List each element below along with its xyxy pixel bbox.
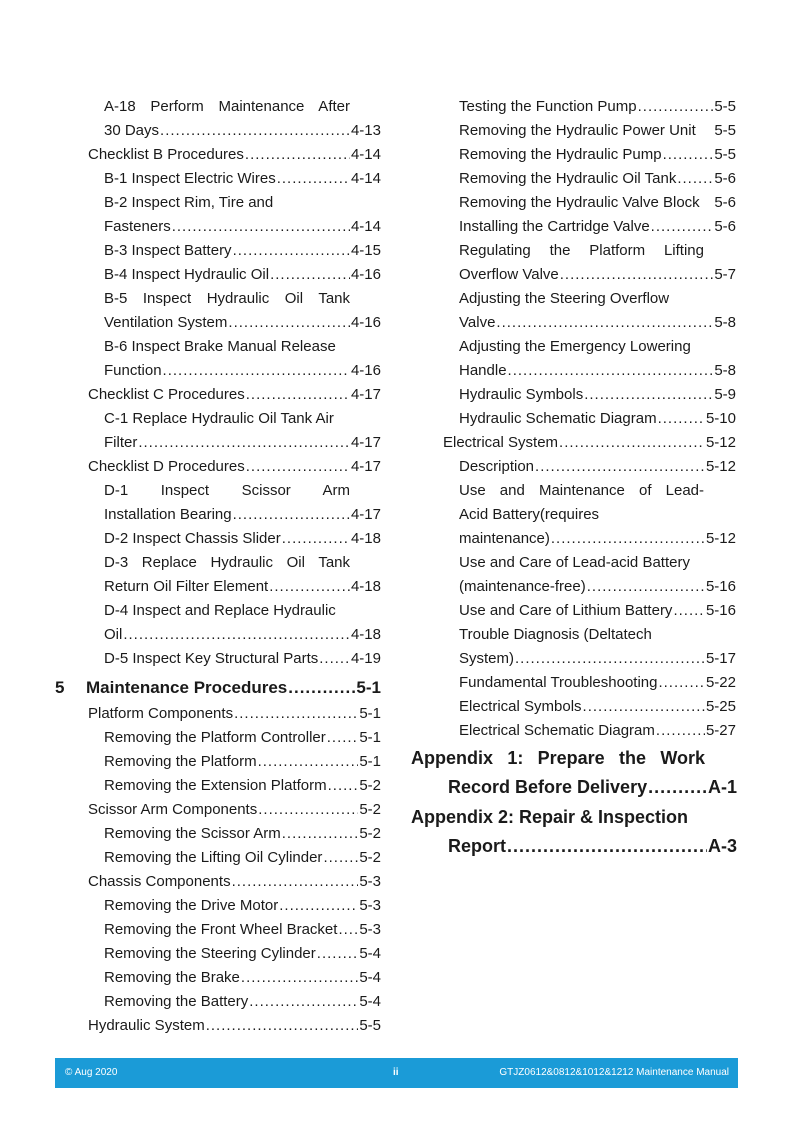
toc-entry[interactable]	[459, 695, 736, 719]
toc-entry-page: 4-14	[350, 170, 381, 187]
toc-entry-title: Removing the Platform Controller	[104, 729, 326, 746]
toc-leader-dots	[123, 623, 350, 647]
toc-entry-page: 5-5	[714, 98, 736, 115]
toc-entry[interactable]	[459, 143, 736, 167]
toc-entry-page: 5-12	[705, 458, 736, 475]
toc-entry-page: 5-16	[705, 602, 736, 619]
appendix-title: Appendix 1: Prepare the Work	[411, 748, 705, 768]
toc-entry-page: 5-7	[714, 266, 736, 283]
appendix-heading[interactable]	[411, 803, 705, 831]
toc-entry-title: Checklist C Procedures	[88, 386, 245, 403]
toc-entry-title: D-2 Inspect Chassis Slider	[104, 530, 281, 547]
toc-entry-page: 5-4	[359, 993, 381, 1010]
toc-entry-page: 4-17	[350, 458, 381, 475]
toc-entry-title: Testing the Function Pump	[459, 98, 637, 115]
toc-entry[interactable]	[459, 119, 736, 143]
toc-entry-page: 5-5	[359, 1017, 381, 1034]
toc-entry-page: 4-13	[350, 122, 381, 139]
toc-entry[interactable]	[104, 623, 381, 647]
toc-entry[interactable]	[88, 870, 381, 894]
toc-entry-page: 4-16	[350, 314, 381, 331]
toc-entry-page: 4-16	[350, 362, 381, 379]
toc-entry-page: 5-22	[705, 674, 736, 691]
toc-entry-title: D-1 Inspect Scissor Arm	[104, 482, 350, 499]
chapter-title: Maintenance Procedures	[86, 678, 288, 697]
toc-entry[interactable]	[104, 726, 381, 750]
toc-entry[interactable]	[88, 702, 381, 726]
toc-leader-dots	[327, 726, 359, 750]
toc-entry[interactable]	[459, 311, 736, 335]
toc-entry-page: 5-3	[359, 873, 381, 890]
toc-entry-page: 5-6	[714, 194, 736, 211]
toc-entry[interactable]	[88, 143, 381, 167]
toc-leader-dots	[328, 774, 359, 798]
toc-entry-title: Fasteners	[104, 218, 171, 235]
toc-entry-title: Ventilation System	[104, 314, 228, 331]
toc-entry[interactable]	[459, 599, 736, 623]
toc-leader-dots	[638, 95, 714, 119]
toc-leader-dots	[658, 407, 705, 431]
toc-entry-title: Electrical Symbols	[459, 698, 582, 715]
toc-entry-title: B-5 Inspect Hydraulic Oil Tank	[104, 290, 350, 307]
toc-entry-title: A-18 Perform Maintenance After	[104, 98, 350, 115]
toc-leader-dots	[258, 750, 359, 774]
toc-leader-dots	[163, 359, 350, 383]
toc-entry-page: 4-18	[350, 530, 381, 547]
chapter-number: 5	[55, 678, 65, 697]
toc-entry[interactable]	[88, 798, 381, 822]
toc-entry-title: Installing the Cartridge Valve	[459, 218, 650, 235]
appendix-title: Appendix 2: Repair & Inspection	[411, 807, 689, 827]
toc-entry-title: Use and Maintenance of Lead-	[459, 482, 704, 499]
toc-entry-title: Removing the Battery	[104, 993, 249, 1010]
toc-entry-title: Checklist D Procedures	[88, 458, 245, 475]
toc-entry-page: 5-4	[359, 945, 381, 962]
toc-entry-page: 5-12	[705, 434, 736, 451]
toc-entry-title: Removing the Brake	[104, 969, 240, 986]
toc-entry[interactable]	[459, 263, 736, 287]
toc-entry-title: 30 Days	[104, 122, 160, 139]
toc-entry-page: 5-5	[714, 122, 736, 139]
toc-entry[interactable]	[104, 479, 350, 503]
toc-entry-title: Oil	[104, 626, 123, 643]
toc-leader-dots	[515, 647, 705, 671]
toc-entry[interactable]	[443, 431, 736, 455]
appendix-title-cont: Record Before Delivery	[448, 777, 648, 797]
toc-leader-dots	[279, 894, 358, 918]
toc-entry-title: Fundamental Troubleshooting	[459, 674, 658, 691]
toc-entry[interactable]	[104, 167, 381, 191]
toc-entry[interactable]	[104, 263, 381, 287]
toc-leader-dots	[648, 773, 707, 801]
appendix-entry[interactable]	[448, 832, 737, 860]
toc-leader-dots	[507, 832, 707, 860]
toc-leader-dots	[319, 647, 350, 671]
toc-entry-page: 4-17	[350, 386, 381, 403]
toc-leader-dots	[277, 167, 350, 191]
toc-leader-dots	[673, 599, 705, 623]
toc-entry[interactable]	[104, 942, 381, 966]
appendix-heading[interactable]	[411, 744, 705, 772]
toc-entry[interactable]	[459, 671, 736, 695]
toc-leader-dots	[246, 455, 350, 479]
toc-entry[interactable]	[459, 191, 736, 215]
toc-entry[interactable]	[88, 1014, 381, 1038]
toc-leader-dots	[559, 431, 705, 455]
toc-entry-page: 4-18	[350, 578, 381, 595]
footer-page-number: ii	[393, 1067, 399, 1078]
chapter-heading[interactable]	[55, 675, 381, 701]
toc-entry-title: B-3 Inspect Battery	[104, 242, 232, 259]
toc-entry-title: maintenance)	[459, 530, 550, 547]
toc-entry[interactable]	[459, 551, 704, 575]
toc-leader-dots	[560, 263, 714, 287]
toc-entry[interactable]	[104, 822, 381, 846]
toc-entry-title: Electrical Schematic Diagram	[459, 722, 655, 739]
toc-entry[interactable]	[459, 287, 689, 311]
toc-leader-dots	[584, 383, 713, 407]
toc-leader-dots	[317, 942, 359, 966]
toc-leader-dots	[677, 167, 713, 191]
toc-entry[interactable]	[459, 719, 736, 743]
toc-entry-title: Use and Care of Lithium Battery	[459, 602, 673, 619]
toc-entry-title: System)	[459, 650, 515, 667]
toc-entry-title: Hydraulic Schematic Diagram	[459, 410, 657, 427]
toc-entry-title: Scissor Arm Components	[88, 801, 258, 818]
toc-entry-title: Installation Bearing	[104, 506, 232, 523]
toc-leader-dots	[535, 455, 705, 479]
toc-entry-page: 5-8	[714, 362, 736, 379]
toc-leader-dots	[282, 527, 350, 551]
toc-entry-title: Removing the Extension Platform	[104, 777, 327, 794]
toc-entry[interactable]	[459, 647, 736, 671]
toc-leader-dots	[508, 359, 714, 383]
toc-entry[interactable]	[104, 119, 381, 143]
toc-entry-page: 5-4	[359, 969, 381, 986]
toc-entry[interactable]	[88, 455, 381, 479]
toc-entry[interactable]	[104, 335, 350, 359]
toc-entry-page: 5-2	[359, 801, 381, 818]
toc-entry-title: Removing the Hydraulic Pump	[459, 146, 662, 163]
toc-leader-dots	[496, 311, 713, 335]
toc-leader-dots	[288, 675, 355, 701]
toc-entry-title: Removing the Hydraulic Valve Block	[459, 194, 700, 211]
toc-entry[interactable]	[459, 455, 736, 479]
toc-entry-page: 4-17	[350, 506, 381, 523]
toc-entry-page: 4-16	[350, 266, 381, 283]
toc-entry-page: 5-5	[714, 146, 736, 163]
toc-entry-title: Removing the Front Wheel Bracket	[104, 921, 338, 938]
toc-leader-dots	[269, 575, 350, 599]
toc-leader-dots	[160, 119, 350, 143]
toc-leader-dots	[583, 695, 705, 719]
toc-entry-page: 4-15	[350, 242, 381, 259]
toc-leader-dots	[282, 822, 359, 846]
toc-entry[interactable]	[104, 894, 381, 918]
toc-entry[interactable]	[104, 846, 381, 870]
toc-entry[interactable]	[104, 599, 350, 623]
toc-leader-dots	[228, 311, 350, 335]
toc-entry-page: 5-16	[705, 578, 736, 595]
toc-entry-title: Handle	[459, 362, 507, 379]
toc-entry[interactable]	[104, 551, 350, 575]
toc-entry[interactable]	[459, 383, 736, 407]
toc-entry[interactable]	[459, 167, 736, 191]
toc-entry-page: 5-27	[705, 722, 736, 739]
toc-leader-dots	[323, 846, 358, 870]
toc-leader-dots	[270, 263, 350, 287]
toc-entry[interactable]	[459, 407, 736, 431]
toc-entry[interactable]	[104, 750, 381, 774]
toc-entry-title: Checklist B Procedures	[88, 146, 244, 163]
toc-leader-dots	[234, 702, 358, 726]
toc-entry-page: 5-1	[359, 753, 381, 770]
toc-entry-title: Valve	[459, 314, 496, 331]
toc-entry[interactable]	[104, 774, 381, 798]
toc-leader-dots	[246, 383, 350, 407]
toc-entry[interactable]	[104, 239, 381, 263]
toc-entry-title: Trouble Diagnosis (Deltatech	[459, 626, 652, 643]
toc-entry-title: Hydraulic Symbols	[459, 386, 584, 403]
toc-leader-dots	[241, 966, 358, 990]
toc-entry-page: 5-2	[359, 825, 381, 842]
toc-entry-title: D-3 Replace Hydraulic Oil Tank	[104, 554, 350, 571]
toc-entry-title: B-1 Inspect Electric Wires	[104, 170, 276, 187]
toc-leader-dots	[338, 918, 358, 942]
toc-entry-page: 5-12	[705, 530, 736, 547]
toc-leader-dots	[651, 215, 714, 239]
toc-entry[interactable]	[459, 479, 704, 503]
toc-leader-dots	[206, 1014, 359, 1038]
toc-entry-page: 4-14	[350, 146, 381, 163]
toc-leader-dots	[245, 143, 350, 167]
toc-entry-title: Regulating the Platform Lifting	[459, 242, 704, 259]
toc-entry-title: Electrical System	[443, 434, 559, 451]
toc-entry-page: 5-10	[705, 410, 736, 427]
appendix-page: A-3	[707, 836, 737, 856]
footer-manual-title: GTJZ0612&0812&1012&1212 Maintenance Manual	[499, 1067, 729, 1078]
toc-entry-page: 5-6	[714, 170, 736, 187]
toc-entry[interactable]	[104, 191, 284, 215]
toc-entry[interactable]	[88, 383, 381, 407]
toc-entry[interactable]	[104, 359, 381, 383]
toc-entry-title: D-5 Inspect Key Structural Parts	[104, 650, 319, 667]
toc-entry[interactable]	[104, 647, 381, 671]
toc-entry[interactable]	[104, 311, 381, 335]
toc-entry[interactable]	[459, 503, 659, 527]
toc-entry[interactable]	[459, 575, 736, 599]
toc-entry-title: B-2 Inspect Rim, Tire and	[104, 194, 274, 211]
toc-entry-page: 4-14	[350, 218, 381, 235]
toc-entry[interactable]	[104, 215, 381, 239]
toc-entry-title: Adjusting the Emergency Lowering	[459, 338, 691, 355]
toc-entry[interactable]	[459, 215, 736, 239]
toc-entry[interactable]	[104, 966, 381, 990]
footer-copyright: © Aug 2020	[65, 1067, 118, 1078]
toc-entry-title: Removing the Platform	[104, 753, 257, 770]
toc-entry-page: 5-6	[714, 218, 736, 235]
toc-entry-title: Return Oil Filter Element	[104, 578, 269, 595]
toc-entry[interactable]	[104, 990, 381, 1014]
toc-entry-title: Removing the Steering Cylinder	[104, 945, 316, 962]
toc-entry[interactable]	[459, 95, 736, 119]
toc-entry-title: B-4 Inspect Hydraulic Oil	[104, 266, 270, 283]
toc-entry[interactable]	[459, 335, 704, 359]
toc-leader-dots	[663, 143, 714, 167]
toc-entry-page: 5-3	[359, 921, 381, 938]
toc-entry-title: Removing the Lifting Oil Cylinder	[104, 849, 323, 866]
toc-leader-dots	[249, 990, 358, 1014]
toc-entry-title: Filter	[104, 434, 138, 451]
toc-entry-title: Removing the Drive Motor	[104, 897, 279, 914]
toc-entry-title: D-4 Inspect and Replace Hydraulic	[104, 602, 336, 619]
toc-leader-dots	[233, 503, 350, 527]
toc-entry[interactable]	[104, 575, 381, 599]
toc-entry-page: 5-1	[359, 729, 381, 746]
appendix-page: A-1	[707, 777, 737, 797]
appendix-title-cont: Report	[448, 836, 506, 856]
toc-entry-page: 4-19	[350, 650, 381, 667]
toc-entry-title: Use and Care of Lead-acid Battery	[459, 554, 690, 571]
toc-entry-title: B-6 Inspect Brake Manual Release	[104, 338, 336, 355]
toc-entry-title: Chassis Components	[88, 873, 231, 890]
toc-entry[interactable]	[104, 287, 350, 311]
toc-entry-title: Description	[459, 458, 535, 475]
toc-leader-dots	[587, 575, 705, 599]
toc-entry[interactable]	[104, 527, 381, 551]
toc-entry[interactable]	[104, 407, 350, 431]
toc-leader-dots	[233, 239, 350, 263]
toc-leader-dots	[172, 215, 350, 239]
toc-entry-page: 4-17	[350, 434, 381, 451]
toc-entry[interactable]	[104, 431, 381, 455]
toc-entry-title: Removing the Hydraulic Power Unit	[459, 122, 696, 139]
toc-entry-title: Platform Components	[88, 705, 234, 722]
toc-entry-title: Removing the Hydraulic Oil Tank	[459, 170, 677, 187]
toc-entry[interactable]	[459, 527, 736, 551]
toc-leader-dots	[232, 870, 359, 894]
toc-entry[interactable]	[459, 239, 704, 263]
toc-entry-page: 5-3	[359, 897, 381, 914]
toc-entry[interactable]	[104, 503, 381, 527]
appendix-entry[interactable]	[448, 773, 737, 801]
toc-entry-page: 5-25	[705, 698, 736, 715]
toc-entry-page: 5-1	[359, 705, 381, 722]
toc-entry-page: 4-18	[350, 626, 381, 643]
toc-entry-title: (maintenance-free)	[459, 578, 586, 595]
toc-entry-page: 5-2	[359, 849, 381, 866]
toc-entry[interactable]	[104, 95, 350, 119]
toc-leader-dots	[658, 671, 705, 695]
toc-entry[interactable]	[459, 359, 736, 383]
toc-entry-title: Function	[104, 362, 162, 379]
chapter-page: 5-1	[356, 678, 381, 697]
toc-leader-dots	[138, 431, 350, 455]
toc-entry[interactable]	[459, 623, 669, 647]
toc-entry-title: Removing the Scissor Arm	[104, 825, 281, 842]
toc-entry-page: 5-17	[705, 650, 736, 667]
toc-entry-title: C-1 Replace Hydraulic Oil Tank Air	[104, 410, 334, 427]
toc-entry-title: Overflow Valve	[459, 266, 559, 283]
toc-entry-title: Adjusting the Steering Overflow	[459, 290, 670, 307]
toc-leader-dots	[551, 527, 705, 551]
toc-entry-title: Hydraulic System	[88, 1017, 205, 1034]
toc-entry-page: 5-9	[714, 386, 736, 403]
toc-entry-page: 5-2	[359, 777, 381, 794]
toc-leader-dots	[258, 798, 358, 822]
page-footer	[55, 1058, 738, 1088]
toc-entry-page: 5-8	[714, 314, 736, 331]
toc-leader-dots	[656, 719, 705, 743]
toc-entry-title: Acid Battery(requires	[459, 506, 600, 523]
toc-entry[interactable]	[104, 918, 381, 942]
